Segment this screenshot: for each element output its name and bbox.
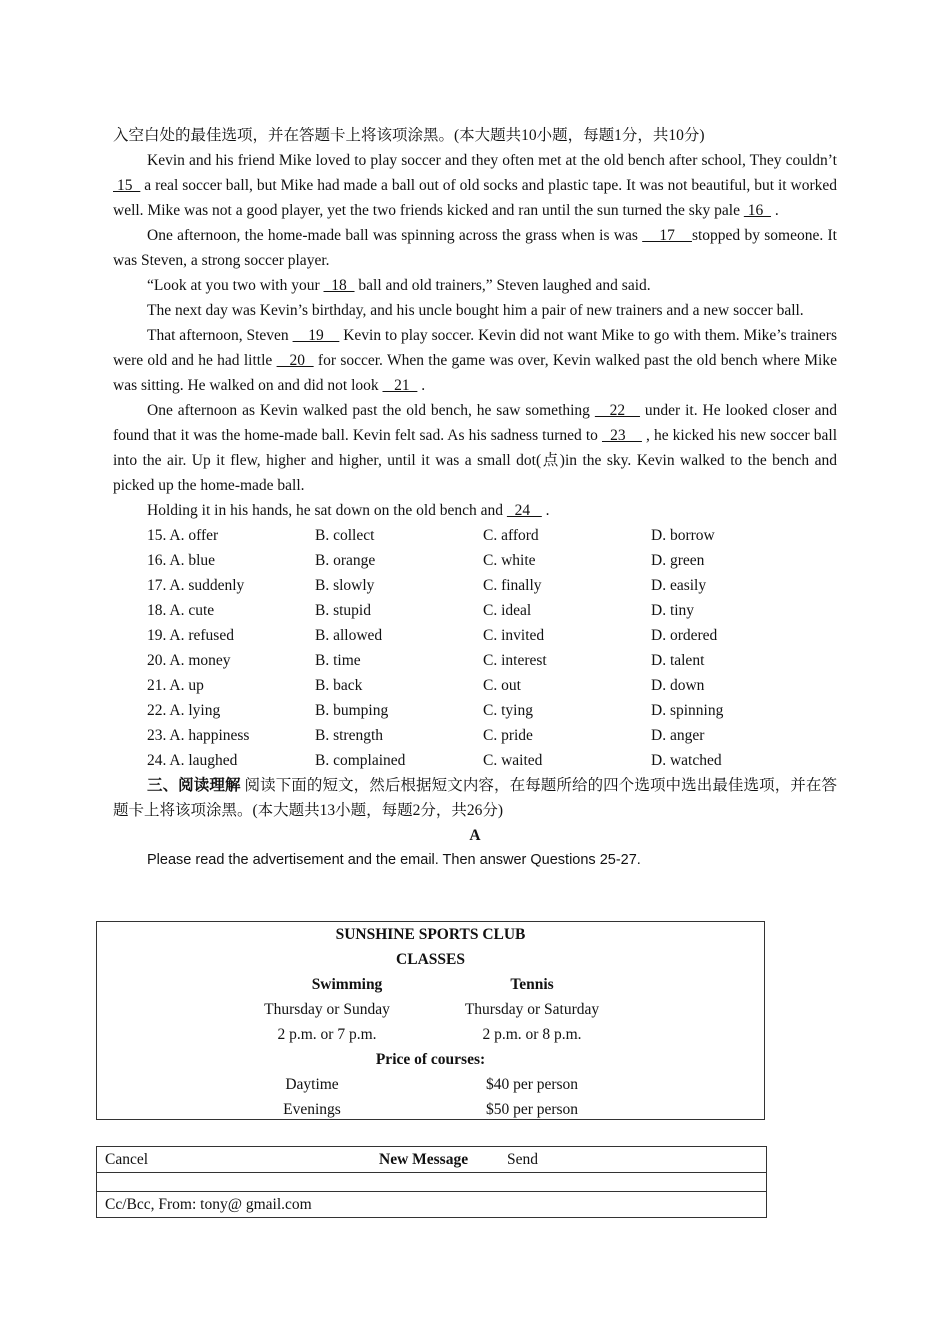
- option-b: B. stupid: [315, 602, 371, 619]
- option-a: 21. A. up: [147, 677, 204, 694]
- option-c: C. white: [483, 552, 536, 569]
- option-row: [113, 523, 837, 548]
- option-c: C. tying: [483, 702, 533, 719]
- option-d: D. spinning: [651, 702, 724, 719]
- passage-paragraph-1: Kevin and his friend Mike loved to play soccer and they often met at the old bench after school, They couldn’t 15 a real soccer ball, but Mike had made a ball out of old socks and plastic tape. It was not beautiful, but it worked well. Mike was not a good player, yet the two friends kicked and ran until the sun turned the sky pale 16 .: [113, 152, 838, 219]
- option-d: D. borrow: [651, 527, 715, 544]
- option-c: C. waited: [483, 752, 543, 769]
- swimming-heading: Swimming: [311, 976, 383, 993]
- option-d: D. green: [651, 552, 705, 569]
- price-value: $40 per person: [485, 1076, 579, 1093]
- blank-15: 15: [113, 177, 141, 194]
- option-c: C. pride: [483, 727, 533, 744]
- option-b: B. complained: [315, 752, 406, 769]
- option-c: C. afford: [483, 527, 539, 544]
- options-list: [113, 523, 837, 773]
- passage-paragraph-7: Holding it in his hands, he sat down on the old bench and 24 .: [147, 502, 550, 519]
- option-c: C. ideal: [483, 602, 532, 619]
- option-a: 24. A. laughed: [147, 752, 238, 769]
- option-a: 19. A. refused: [147, 627, 234, 644]
- swimming-days: Thursday or Sunday: [264, 1001, 390, 1018]
- section-3-text: 阅读下面的短文，然后根据短文内容，在每题所给的四个选项中选出最佳选项，并在答题卡上将该项涂黑。(本大题共13小题，每题2分，共26分): [113, 777, 837, 819]
- cancel-button[interactable]: Cancel: [105, 1151, 149, 1168]
- email-header-row: [97, 1147, 766, 1173]
- option-row: [113, 723, 837, 748]
- tennis-heading: Tennis: [510, 976, 554, 993]
- tennis-days: Thursday or Saturday: [464, 1001, 600, 1018]
- option-d: D. easily: [651, 577, 707, 594]
- option-d: D. tiny: [651, 602, 695, 619]
- blank-22: 22: [594, 402, 640, 419]
- option-b: B. allowed: [315, 627, 383, 644]
- blank-17: 17: [642, 227, 692, 244]
- instruction-line: 入空白处的最佳选项，并在答题卡上将该项涂黑。(本大题共10小题，每题1分，共10分): [113, 127, 705, 144]
- option-a: 20. A. money: [147, 652, 231, 669]
- email-title: New Message: [379, 1151, 469, 1168]
- option-a: 15. A. offer: [147, 527, 219, 544]
- part-a-instruction: Please read the advertisement and the email. Then answer Questions 25-27.: [147, 852, 641, 868]
- option-d: D. anger: [651, 727, 705, 744]
- option-b: B. orange: [315, 552, 376, 569]
- option-row: [113, 573, 837, 598]
- option-d: D. down: [651, 677, 705, 694]
- option-c: C. finally: [483, 577, 542, 594]
- price-value: $50 per person: [485, 1101, 579, 1118]
- option-row: [113, 598, 837, 623]
- passage-paragraph-5: That afternoon, Steven 19 Kevin to play soccer. Kevin did not want Mike to go with them. Mike’s trainers were old and he had little 20 for soccer. When the game was over, Kevin walked past the old bench where Mike was sitting. He walked on and did not look 21 .: [113, 327, 837, 394]
- ad-subtitle: CLASSES: [396, 951, 465, 968]
- price-label: Daytime: [285, 1076, 339, 1093]
- option-row: [113, 548, 837, 573]
- tennis-times: 2 p.m. or 8 p.m.: [482, 1026, 582, 1043]
- blank-24: 24: [506, 502, 542, 519]
- send-button[interactable]: Send: [507, 1151, 538, 1168]
- ad-title: SUNSHINE SPORTS CLUB: [335, 926, 526, 943]
- option-b: B. collect: [315, 527, 375, 544]
- section-3-title: 三、阅读理解: [147, 777, 241, 794]
- blank-19: 19: [292, 327, 340, 344]
- passage-paragraph-3: “Look at you two with your 18 ball and old trainers,” Steven laughed and said.: [147, 277, 651, 294]
- option-c: C. invited: [483, 627, 545, 644]
- option-a: 18. A. cute: [147, 602, 215, 619]
- option-b: B. slowly: [315, 577, 375, 594]
- option-b: B. back: [315, 677, 363, 694]
- email-box: [96, 1146, 767, 1218]
- price-label: Evenings: [283, 1101, 341, 1118]
- option-b: B. time: [315, 652, 361, 669]
- page-content: [113, 123, 837, 873]
- from-row: [97, 1192, 766, 1217]
- swimming-times: 2 p.m. or 7 p.m.: [277, 1026, 377, 1043]
- option-c: C. interest: [483, 652, 547, 669]
- option-d: D. ordered: [651, 627, 718, 644]
- blank-23: 23: [601, 427, 642, 444]
- option-d: D. watched: [651, 752, 722, 769]
- option-row: [113, 698, 837, 723]
- blank-21: 21: [382, 377, 418, 394]
- passage-paragraph-4: The next day was Kevin’s birthday, and his uncle bought him a pair of new trainers and a new soccer ball.: [147, 302, 804, 319]
- option-b: B. strength: [315, 727, 384, 744]
- option-row: [113, 623, 837, 648]
- section-3-heading: [113, 773, 837, 823]
- option-b: B. bumping: [315, 702, 389, 719]
- option-row: [113, 648, 837, 673]
- advertisement-box: [96, 921, 765, 1120]
- option-d: D. talent: [651, 652, 705, 669]
- from-field: Cc/Bcc, From: tony@ gmail.com: [105, 1196, 312, 1213]
- part-a-label: A: [469, 827, 481, 844]
- option-row: [113, 748, 837, 773]
- option-a: 17. A. suddenly: [147, 577, 245, 594]
- option-a: 16. A. blue: [147, 552, 216, 569]
- passage-paragraph-6: One afternoon as Kevin walked past the old bench, he saw something 22 under it. He looked closer and found that it was the home-made ball. Kevin felt sad. As his sadness turned to 23 , he kicked his new soccer ball into the air. Up it flew, higher and higher, until it was a small dot(点)in the sky. Kevin walked to the bench and picked up the home-made ball.: [113, 402, 838, 494]
- price-heading: Price of courses:: [375, 1051, 486, 1068]
- option-a: 22. A. lying: [147, 702, 221, 719]
- passage-paragraph-2: One afternoon, the home-made ball was spinning across the grass when is was 17 stopped by someone. It was Steven, a strong soccer player.: [113, 227, 837, 269]
- blank-16: 16: [743, 202, 771, 219]
- option-a: 23. A. happiness: [147, 727, 250, 744]
- blank-18: 18: [323, 277, 355, 294]
- option-c: C. out: [483, 677, 521, 694]
- to-field[interactable]: [97, 1173, 766, 1192]
- blank-20: 20: [276, 352, 314, 369]
- option-row: [113, 673, 837, 698]
